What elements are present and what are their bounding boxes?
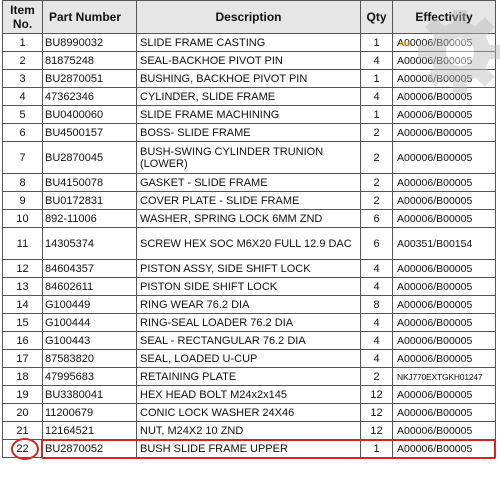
item-no-cell: 2 bbox=[3, 52, 43, 70]
description-cell: BUSHING, BACKHOE PIVOT PIN bbox=[137, 70, 361, 88]
qty-cell: 4 bbox=[361, 52, 393, 70]
item-no-cell: 1 bbox=[3, 34, 43, 52]
description-cell: GASKET - SLIDE FRAME bbox=[137, 174, 361, 192]
qty-cell: 2 bbox=[361, 174, 393, 192]
description-cell: PISTON SIDE SHIFT LOCK bbox=[137, 278, 361, 296]
item-no-cell: 10 bbox=[3, 210, 43, 228]
table-row bbox=[3, 106, 496, 124]
description-cell: CYLINDER, SLIDE FRAME bbox=[137, 88, 361, 106]
effectivity-cell: A00006/B00005 bbox=[393, 350, 496, 368]
table-row bbox=[3, 52, 496, 70]
description-cell: NUT, M24X2 10 ZND bbox=[137, 422, 361, 440]
item-no-cell: 15 bbox=[3, 314, 43, 332]
qty-cell: 8 bbox=[361, 296, 393, 314]
effectivity-cell: A00006/B00005 bbox=[393, 124, 496, 142]
effectivity-cell: A00006/B00005 bbox=[393, 296, 496, 314]
table-row bbox=[3, 88, 496, 106]
description-cell: SEAL, LOADED U-CUP bbox=[137, 350, 361, 368]
description-cell: RETAINING PLATE bbox=[137, 368, 361, 386]
effectivity-cell: A00006/B00005 bbox=[393, 422, 496, 440]
qty-cell: 12 bbox=[361, 422, 393, 440]
description-cell: COVER PLATE - SLIDE FRAME bbox=[137, 192, 361, 210]
table-row bbox=[3, 368, 496, 386]
part-number-cell: 47362346 bbox=[43, 88, 137, 106]
qty-cell: 4 bbox=[361, 260, 393, 278]
part-number-cell: BU0400060 bbox=[43, 106, 137, 124]
effectivity-cell: A00006/B00005 bbox=[393, 404, 496, 422]
effectivity-cell: A00351/B00154 bbox=[393, 228, 496, 260]
item-no-cell: 20 bbox=[3, 404, 43, 422]
item-no-cell: 18 bbox=[3, 368, 43, 386]
table-row bbox=[3, 296, 496, 314]
parts-table-body bbox=[3, 34, 496, 458]
part-number-cell: BU3380041 bbox=[43, 386, 137, 404]
table-row bbox=[3, 70, 496, 88]
qty-cell: 6 bbox=[361, 228, 393, 260]
qty-cell: 2 bbox=[361, 368, 393, 386]
description-cell: HEX HEAD BOLT M24x2x145 bbox=[137, 386, 361, 404]
table-row bbox=[3, 34, 496, 52]
table-row bbox=[3, 124, 496, 142]
part-number-cell: G100444 bbox=[43, 314, 137, 332]
part-number-cell: G100449 bbox=[43, 296, 137, 314]
qty-cell: 4 bbox=[361, 332, 393, 350]
effectivity-cell: A00006/B00005 bbox=[393, 278, 496, 296]
table-row bbox=[3, 228, 496, 260]
item-no-cell: 8 bbox=[3, 174, 43, 192]
description-cell: CONIC LOCK WASHER 24X46 bbox=[137, 404, 361, 422]
table-row bbox=[3, 422, 496, 440]
effectivity-cell: A00006/B00005 bbox=[393, 174, 496, 192]
table-row bbox=[3, 386, 496, 404]
table-row bbox=[3, 350, 496, 368]
part-number-cell: BU2870051 bbox=[43, 70, 137, 88]
qty-cell: 1 bbox=[361, 34, 393, 52]
qty-cell: 6 bbox=[361, 210, 393, 228]
description-cell: BUSH SLIDE FRAME UPPER bbox=[137, 440, 361, 458]
part-number-cell: BU4500157 bbox=[43, 124, 137, 142]
qty-cell: 12 bbox=[361, 404, 393, 422]
part-number-cell: G100443 bbox=[43, 332, 137, 350]
header-row bbox=[3, 1, 496, 34]
item-no-cell: 21 bbox=[3, 422, 43, 440]
qty-cell: 4 bbox=[361, 350, 393, 368]
item-no-cell: 4 bbox=[3, 88, 43, 106]
item-no-cell: 7 bbox=[3, 142, 43, 174]
effectivity-cell: A00006/B00005 bbox=[393, 332, 496, 350]
description-cell: RING-SEAL LOADER 76.2 DIA bbox=[137, 314, 361, 332]
description-cell: SLIDE FRAME MACHINING bbox=[137, 106, 361, 124]
effectivity-cell: A00006/B00005 bbox=[393, 314, 496, 332]
part-number-cell: BU8990032 bbox=[43, 34, 137, 52]
table-row bbox=[3, 174, 496, 192]
part-number-cell: BU2870052 bbox=[43, 440, 137, 458]
effectivity-cell: A00006/B00005 bbox=[393, 260, 496, 278]
effectivity-header: Effectivity bbox=[393, 1, 496, 34]
effectivity-cell: A00006/B00005 bbox=[393, 440, 496, 458]
effectivity-cell: A00006/B00005 bbox=[393, 386, 496, 404]
item-no-cell: 6 bbox=[3, 124, 43, 142]
table-row bbox=[3, 260, 496, 278]
item-no-cell: 17 bbox=[3, 350, 43, 368]
effectivity-cell: A00006/B00005 bbox=[393, 142, 496, 174]
effectivity-cell: A00006/B00005 bbox=[393, 210, 496, 228]
table-row bbox=[3, 192, 496, 210]
table-row bbox=[3, 332, 496, 350]
qty-cell: 2 bbox=[361, 124, 393, 142]
table-row bbox=[3, 210, 496, 228]
description-cell: WASHER, SPRING LOCK 6MM ZND bbox=[137, 210, 361, 228]
item-no-cell: 22 bbox=[3, 440, 43, 458]
item-no-header: Item No. bbox=[3, 1, 43, 34]
part-number-cell: 47995683 bbox=[43, 368, 137, 386]
part-number-cell: BU4150078 bbox=[43, 174, 137, 192]
description-cell: BUSH-SWING CYLINDER TRUNION (LOWER) bbox=[137, 142, 361, 174]
description-cell: RING WEAR 76.2 DIA bbox=[137, 296, 361, 314]
qty-cell: 12 bbox=[361, 386, 393, 404]
item-no-cell: 5 bbox=[3, 106, 43, 124]
description-cell: PISTON ASSY, SIDE SHIFT LOCK bbox=[137, 260, 361, 278]
table-row bbox=[3, 278, 496, 296]
description-cell: SEAL-BACKHOE PIVOT PIN bbox=[137, 52, 361, 70]
part-number-cell: 12164521 bbox=[43, 422, 137, 440]
description-cell: SCREW HEX SOC M6X20 FULL 12.9 DAC bbox=[137, 228, 361, 260]
part-number-cell: BU2870045 bbox=[43, 142, 137, 174]
item-no-cell: 14 bbox=[3, 296, 43, 314]
item-no-cell: 12 bbox=[3, 260, 43, 278]
qty-cell: 4 bbox=[361, 88, 393, 106]
item-no-cell: 19 bbox=[3, 386, 43, 404]
part-number-cell: 84604357 bbox=[43, 260, 137, 278]
table-row bbox=[3, 440, 496, 458]
qty-cell: 1 bbox=[361, 440, 393, 458]
item-no-cell: 3 bbox=[3, 70, 43, 88]
effectivity-cell: A00006/B00005 bbox=[393, 88, 496, 106]
effectivity-cell: A00006/B00005 bbox=[393, 34, 496, 52]
description-header: Description bbox=[137, 1, 361, 34]
part-number-cell: 87583820 bbox=[43, 350, 137, 368]
effectivity-cell: A00006/B00005 bbox=[393, 192, 496, 210]
effectivity-cell: A00006/B00005 bbox=[393, 106, 496, 124]
parts-table bbox=[2, 0, 496, 458]
effectivity-cell: A00006/B00005 bbox=[393, 70, 496, 88]
description-cell: SEAL - RECTANGULAR 76.2 DIA bbox=[137, 332, 361, 350]
effectivity-cell: NKJ770EXTGKH01247 bbox=[393, 368, 496, 386]
part-number-cell: 11200679 bbox=[43, 404, 137, 422]
qty-cell: 1 bbox=[361, 106, 393, 124]
table-row bbox=[3, 404, 496, 422]
item-no-cell: 9 bbox=[3, 192, 43, 210]
part-number-cell: 892-11006 bbox=[43, 210, 137, 228]
part-number-header: Part Number bbox=[43, 1, 137, 34]
qty-cell: 2 bbox=[361, 142, 393, 174]
part-number-cell: 14305374 bbox=[43, 228, 137, 260]
part-number-cell: 81875248 bbox=[43, 52, 137, 70]
part-number-cell: 84602611 bbox=[43, 278, 137, 296]
qty-cell: 1 bbox=[361, 70, 393, 88]
table-row bbox=[3, 142, 496, 174]
qty-cell: 2 bbox=[361, 192, 393, 210]
description-cell: SLIDE FRAME CASTING bbox=[137, 34, 361, 52]
qty-header: Qty bbox=[361, 1, 393, 34]
item-no-cell: 11 bbox=[3, 228, 43, 260]
qty-cell: 4 bbox=[361, 278, 393, 296]
table-row bbox=[3, 314, 496, 332]
description-cell: BOSS- SLIDE FRAME bbox=[137, 124, 361, 142]
part-number-cell: BU0172831 bbox=[43, 192, 137, 210]
effectivity-cell: A00006/B00005 bbox=[393, 52, 496, 70]
item-no-cell: 16 bbox=[3, 332, 43, 350]
item-no-cell: 13 bbox=[3, 278, 43, 296]
qty-cell: 4 bbox=[361, 314, 393, 332]
